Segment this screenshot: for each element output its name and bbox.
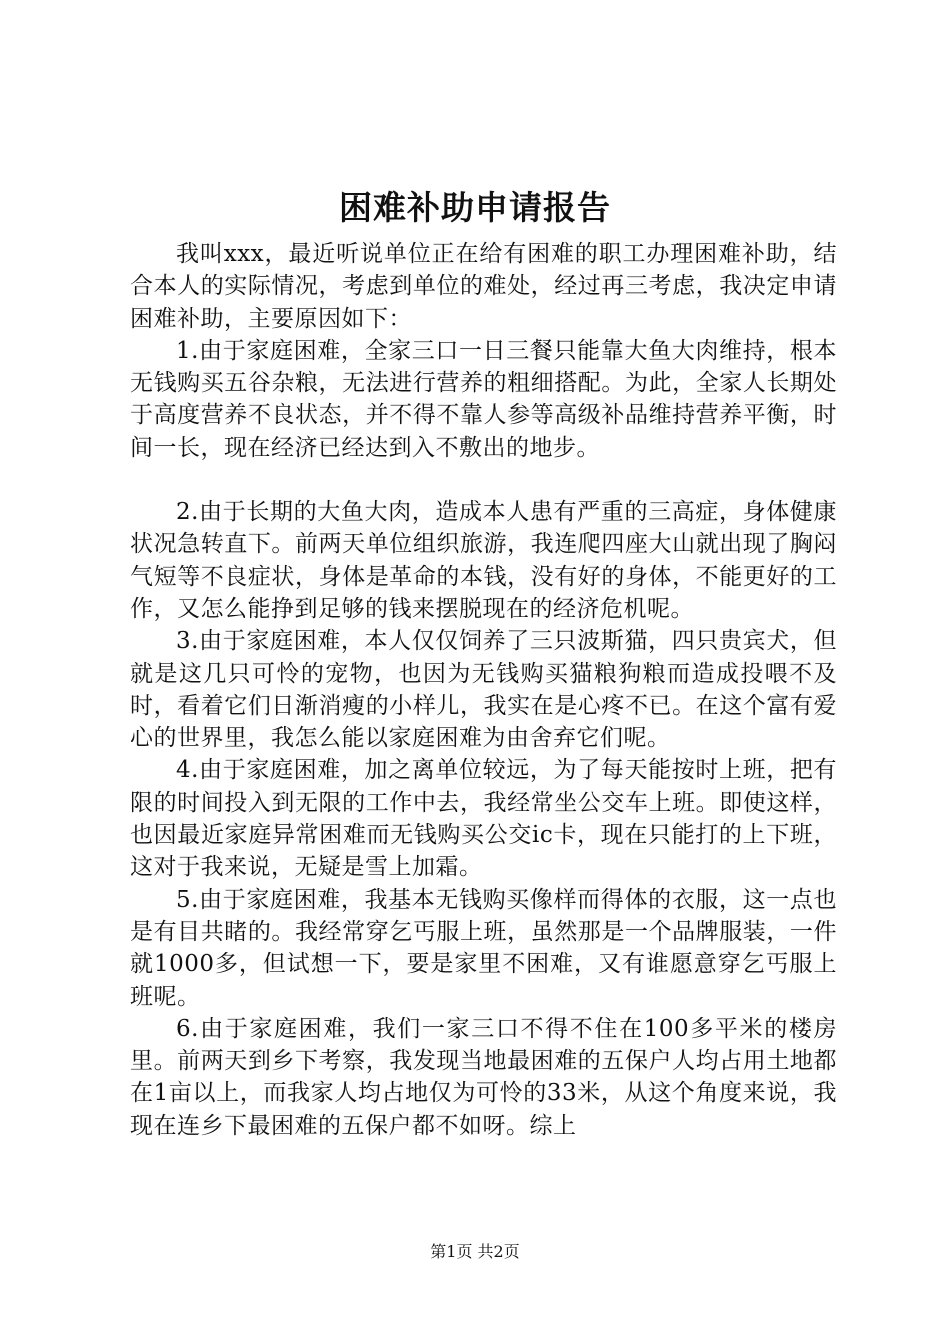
reason-4-paragraph: 4.由于家庭困难，加之离单位较远，为了每天能按时上班，把有限的时间投入到无限的工作中去，我经常坐公交车上班。即使这样，也因最近家庭异常困难而无钱购买公交ic卡，现在只能打的上下班，这对于我来说，无疑是雪上加霜。 — [130, 757, 837, 881]
reason-5-paragraph: 5.由于家庭困难，我基本无钱购买像样而得体的衣服，这一点也是有目共睹的。我经常穿乞丐服上班，虽然那是一个品牌服装，一件就1000多，但试想一下，要是家里不困难，又有谁愿意穿乞丐服上班呢。 — [130, 886, 837, 1010]
document-title: 困难补助申请报告 — [339, 188, 611, 227]
intro-paragraph: 我叫xxx，最近听说单位正在给有困难的职工办理困难补助，结合本人的实际情况，考虑到单位的难处，经过再三考虑，我决定申请困难补助，主要原因如下： — [130, 241, 837, 332]
reason-3-paragraph: 3.由于家庭困难，本人仅仅饲养了三只波斯猫，四只贵宾犬，但就是这几只可怜的宠物，也因为无钱购买猫粮狗粮而造成投喂不及时，看着它们日渐消瘦的小样儿，我实在是心疼不已。在这个富有爱心的世界里，我怎么能以家庭困难为由舍弃它们呢。 — [130, 628, 837, 752]
page-footer: 第1页 共2页 — [430, 1242, 520, 1261]
reason-1-paragraph: 1.由于家庭困难，全家三口一日三餐只能靠大鱼大肉维持，根本无钱购买五谷杂粮，无法进行营养的粗细搭配。为此，全家人长期处于高度营养不良状态，并不得不靠人参等高级补品维持营养平衡，时间一长，现在经济已经达到入不敷出的地步。 — [130, 337, 837, 461]
document-body — [130, 238, 837, 1142]
reason-6-paragraph: 6.由于家庭困难，我们一家三口不得不住在100多平米的楼房里。前两天到乡下考察，我发现当地最困难的五保户人均占用土地都在1亩以上，而我家人均占地仅为可怜的33米，从这个角度来说，我现在连乡下最困难的五保户都不如呀。综上 — [130, 1015, 837, 1139]
reason-2-paragraph: 2.由于长期的大鱼大肉，造成本人患有严重的三高症，身体健康状况急转直下。前两天单位组织旅游，我连爬四座大山就出现了胸闷气短等不良症状，身体是革命的本钱，没有好的身体，不能更好的工作，又怎么能挣到足够的钱来摆脱现在的经济危机呢。 — [130, 499, 837, 622]
